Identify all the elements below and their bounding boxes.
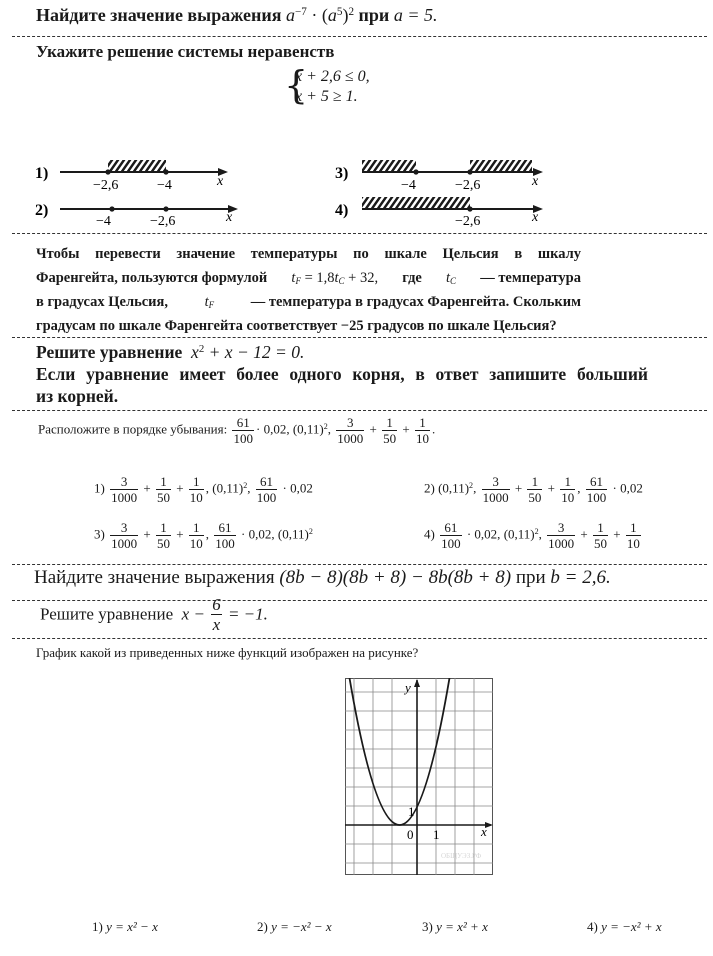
svg-text:x: x — [217, 174, 224, 189]
point-1b — [163, 169, 168, 174]
svg-text:−2,6: −2,6 — [93, 178, 119, 193]
svg-text:−4: −4 — [157, 178, 172, 193]
hatch-3a — [362, 160, 416, 172]
hatch-4 — [362, 197, 470, 209]
function-graph — [345, 678, 495, 878]
problem-8-title: График какой из приведенных ниже функций изображен на рисунке? — [36, 645, 419, 660]
svg-text:−4: −4 — [96, 214, 111, 229]
problem-1-text: Найдите значение выражения — [36, 5, 282, 25]
divider — [12, 564, 707, 565]
graph-frame — [346, 679, 493, 875]
option-2-num: 2) — [35, 202, 49, 219]
svg-text:−2,6: −2,6 — [455, 214, 481, 229]
option-4-num: 4) — [335, 202, 349, 219]
problem-5-option-3: 3) $\frac{3}{1000}$ + $\frac{1}{50}$ + $\frac{1}{10}$ , $\frac{61}{100}$ · 0,02, $(0,11)^2$ — [94, 520, 313, 551]
problem-5-option-1: 1) $\frac{3}{1000}$ + $\frac{1}{50}$ + $\frac{1}{10}$ , $(0,11)^2$, $\frac{61}{100}$ · 0,02 — [94, 474, 313, 505]
y-axis-label: y — [405, 680, 411, 695]
svg-text:−2,6: −2,6 — [150, 214, 176, 229]
x-unit-label: 1 — [433, 827, 440, 842]
graph-option-4: 4) y = −x² + x — [587, 919, 662, 934]
hatch-3b — [470, 160, 532, 172]
graph-option-1: 1) y = x² − x — [92, 919, 158, 934]
divider — [12, 337, 707, 338]
watermark: ОБЩУЭЗ.РФ — [441, 852, 482, 860]
problem-5-option-2: 2) $(0,11)^2$, $\frac{3}{1000}$ + $\frac{1}{50}$ + $\frac{1}{10}$ , $\frac{61}{100}$ · 0,02 — [424, 474, 643, 505]
number-line-options — [0, 155, 713, 235]
graph-option-2: 2) y = −x² − x — [257, 919, 332, 934]
graph-option-3: 3) y = x² + x — [422, 919, 488, 934]
divider — [12, 36, 707, 37]
svg-text:x: x — [532, 210, 539, 225]
point-2b — [163, 206, 168, 211]
problem-6: Найдите значение выражения (8b − 8)(8b + 8) − 8b(8b + 8) при b = 2,6. — [34, 567, 611, 588]
svg-text:−2,6: −2,6 — [455, 178, 481, 193]
problem-5-option-4: 4) $\frac{61}{100}$ · 0,02, $(0,11)^2$, $\frac{3}{1000}$ + $\frac{1}{50}$ + $\frac{1}{10}$ — [424, 520, 640, 551]
point-1a — [105, 169, 110, 174]
y-unit-label: 1 — [408, 804, 415, 819]
point-2a — [109, 206, 114, 211]
x-axis-label: x — [481, 824, 487, 839]
point-3a — [413, 169, 418, 174]
point-3b — [467, 169, 472, 174]
problem-5-statement: Расположите в порядке убывания: $\frac{61}{100}$ · 0,02, $(0,11)^2$, $\frac{3}{1000}$ + $\frac{1}{50}$ + $\frac{1}{10}$ . — [38, 415, 436, 446]
hatch-1 — [108, 160, 166, 172]
divider — [12, 638, 707, 639]
origin-label: 0 — [407, 827, 414, 842]
problem-7: Решите уравнение x − $\frac{6}{x}$ = −1. — [40, 595, 268, 634]
svg-text:x: x — [532, 174, 539, 189]
option-1-num: 1) — [35, 165, 49, 182]
option-3-num: 3) — [335, 165, 349, 182]
svg-text:x: x — [226, 210, 233, 225]
problem-4: Решите уравнение $x^2 + x - 12 = 0$. Если уравнение имеет более одного корня, в ответ запишите больший из корней. — [36, 342, 648, 406]
svg-text:−4: −4 — [401, 178, 416, 193]
divider — [12, 410, 707, 411]
problem-2-title: Укажите решение системы неравенств — [36, 42, 335, 61]
problem-1: Найдите значение выражения $a^{-7} \cdot (a^5)^2$ при a = 5. — [36, 5, 438, 25]
divider — [12, 233, 707, 234]
problem-3: Чтобы перевести значение температуры по шкале Цельсия в шкалу Фаренгейта, пользуются формулой $t_F = 1,8t_C + 32$, где $t_C$ — температура в градусах Цельсия, $t_F$ — температура в градусах Фаренгейта. Скольким градусам по шкале Фаренгейта соответствует −25 градусов по шкале Цельсия? — [36, 246, 581, 334]
point-4a — [467, 206, 472, 211]
